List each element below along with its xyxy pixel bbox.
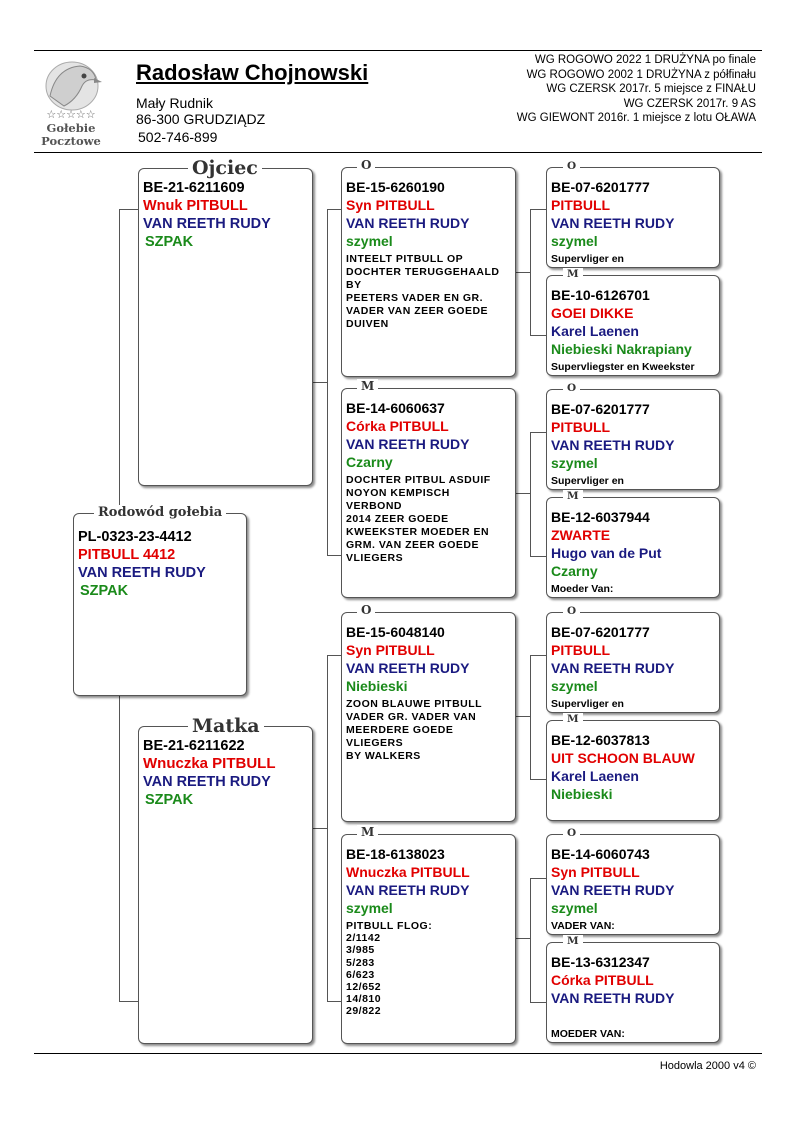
connector-line: [530, 209, 531, 335]
connector-line: [327, 655, 341, 656]
subject-color: SZPAK: [80, 583, 129, 599]
breeder-name: Radosław Chojnowski: [136, 60, 369, 85]
pigeon-color: szymel: [551, 233, 598, 249]
pigeon-name: Syn PITBULL: [346, 642, 435, 658]
subject-name: PITBULL 4412: [78, 547, 176, 563]
sex-label: M: [357, 825, 378, 839]
pigeon-name: Syn PITBULL: [551, 864, 640, 880]
award-item: WG CZERSK 2017r. 9 AS: [623, 97, 756, 110]
sex-label: O: [563, 605, 580, 617]
awards-list: [456, 53, 756, 126]
pigeon-notes: Supervliegster en Kweekster: [551, 361, 695, 373]
connector-line: [119, 696, 120, 1001]
pigeon-color: szymel: [346, 233, 393, 249]
header-top-rule: [34, 50, 762, 51]
connector-line: [327, 209, 341, 210]
award-item: WG GIEWONT 2016r. 1 miejsce z lotu OŁAWA: [516, 112, 756, 125]
pigeon-name: ZWARTE: [551, 527, 611, 543]
breeder-name: Hugo van de Put: [551, 545, 662, 561]
sex-label: O: [563, 827, 580, 839]
great-grandparent-card: [546, 612, 720, 713]
great-grandparent-card: [546, 834, 720, 935]
pigeon-color: szymel: [551, 900, 598, 916]
connector-line: [119, 209, 120, 512]
ring-number: BE-10-6126701: [551, 287, 650, 303]
ring-number: BE-14-6060743: [551, 846, 650, 862]
ring-number: BE-14-6060637: [346, 400, 445, 416]
great-grandparent-card: [546, 167, 720, 268]
connector-line: [313, 382, 327, 383]
grandparent-card: [341, 834, 516, 1044]
breeder-name: VAN REETH RUDY: [551, 437, 675, 453]
logo-text-line2: Pocztowe: [41, 134, 101, 148]
pigeon-notes: INTEELT PITBULL OP DOCHTER TERUGGEHAALD BY PEETERS VADER EN GR. VADER VAN ZEER GOEDE DUIVEN: [346, 253, 500, 330]
pigeon-color: [551, 1007, 715, 1025]
sex-label: O: [357, 158, 375, 172]
pigeon-name: UIT SCHOON BLAUW: [551, 750, 695, 766]
pigeon-notes: PITBULL FLOG: 2/1142 3/985 5/283 6/623 12/652 14/810 29/822: [346, 920, 433, 1018]
connector-line: [327, 555, 341, 556]
pigeon-notes: MOEDER VAN:: [551, 1028, 625, 1040]
pigeon-color: Niebieski: [551, 786, 613, 802]
ring-number: BE-12-6037944: [551, 509, 650, 525]
pigeon-notes: Supervliger en: [551, 475, 624, 487]
mother-title: Matka: [188, 715, 264, 737]
father-breeder: VAN REETH RUDY: [143, 216, 271, 232]
breeder-name: VAN REETH RUDY: [346, 660, 470, 676]
pigeon-name: Wnuczka PITBULL: [346, 864, 470, 880]
ring-number: BE-07-6201777: [551, 624, 650, 640]
pigeon-color: Niebieski Nakrapiany: [551, 341, 692, 357]
breeder-name: VAN REETH RUDY: [346, 436, 470, 452]
connector-line: [530, 878, 531, 1002]
mother-name: Wnuczka PITBULL: [143, 755, 276, 772]
pigeon-notes: ZOON BLAUWE PITBULL VADER GR. VADER VAN MEERDERE GOEDE VLIEGERS BY WALKERS: [346, 698, 483, 762]
pigeon-color: szymel: [346, 900, 393, 916]
ring-number: BE-07-6201777: [551, 401, 650, 417]
subject-title: Rodowód gołebia: [94, 505, 226, 520]
great-grandparent-card: [546, 389, 720, 490]
breeder-name: VAN REETH RUDY: [551, 882, 675, 898]
connector-line: [313, 828, 327, 829]
connector-line: [530, 1002, 546, 1003]
phone: 502-746-899: [138, 129, 218, 145]
footer-rule: [34, 1053, 762, 1054]
pigeon-color: Czarny: [551, 563, 598, 579]
connector-line: [530, 779, 546, 780]
father-name: Wnuk PITBULL: [143, 198, 248, 214]
connector-line: [119, 1001, 138, 1002]
pigeon-color: Czarny: [346, 454, 393, 470]
connector-line: [327, 1001, 341, 1002]
breeder-name: VAN REETH RUDY: [551, 990, 675, 1006]
connector-line: [530, 556, 546, 557]
ring-number: BE-15-6260190: [346, 179, 445, 195]
connector-line: [516, 938, 530, 939]
sex-label: M: [563, 713, 583, 725]
sex-label: O: [563, 382, 580, 394]
sex-label: M: [357, 379, 378, 393]
mother-breeder: VAN REETH RUDY: [143, 774, 271, 790]
logo: [36, 56, 106, 148]
mother-ring: BE-21-6211622: [143, 738, 245, 754]
connector-line: [119, 209, 138, 210]
pigeon-color: Niebieski: [346, 678, 408, 694]
connector-line: [516, 493, 530, 494]
sex-label: M: [563, 490, 583, 502]
pigeon-color: szymel: [551, 678, 598, 694]
pigeon-name: Syn PITBULL: [346, 197, 435, 213]
breeder-name: Karel Laenen: [551, 768, 639, 784]
connector-line: [516, 716, 530, 717]
great-grandparent-card: [546, 275, 720, 376]
great-grandparent-card: [546, 720, 720, 821]
logo-text-line1: Gołebie: [46, 121, 96, 135]
pigeon-notes: DOCHTER PITBUL ASDUIF NOYON KEMPISCH VERBOND 2014 ZEER GOEDE KWEEKSTER MOEDER EN GRM. VAN ZEER GOEDE VLIEGERS: [346, 474, 491, 564]
connector-line: [327, 655, 328, 1001]
pigeon-name: PITBULL: [551, 642, 611, 658]
connector-line: [530, 655, 546, 656]
pigeon-notes: Moeder Van:: [551, 583, 614, 595]
connector-line: [530, 209, 546, 210]
pigeon-notes: Supervliger en: [551, 698, 624, 710]
svg-text:☆☆☆☆☆: ☆☆☆☆☆: [46, 108, 96, 121]
pigeon-color: szymel: [551, 455, 598, 471]
mother-color: SZPAK: [145, 792, 194, 808]
ring-number: BE-18-6138023: [346, 846, 445, 862]
award-item: WG ROGOWO 2002 1 DRUŻYNA z półfinału: [526, 68, 756, 81]
pigeon-name: PITBULL: [551, 419, 611, 435]
sex-label: O: [357, 603, 375, 617]
subject-ring: PL-0323-23-4412: [78, 529, 192, 545]
ring-number: BE-12-6037813: [551, 732, 650, 748]
award-item: WG CZERSK 2017r. 5 miejsce z FINAŁU: [546, 83, 756, 96]
pigeon-name: GOEI DIKKE: [551, 305, 634, 321]
connector-line: [516, 272, 530, 273]
connector-line: [530, 655, 531, 779]
grandparent-card: [341, 388, 516, 598]
pigeon-notes: Supervliger en: [551, 253, 624, 265]
breeder-name: VAN REETH RUDY: [346, 882, 470, 898]
footer-text: Hodowla 2000 v4 ©: [659, 1060, 756, 1072]
grandparent-card: [341, 167, 516, 377]
sex-label: M: [563, 268, 583, 280]
ring-number: BE-13-6312347: [551, 954, 650, 970]
connector-line: [327, 209, 328, 555]
connector-line: [530, 878, 546, 879]
address-line2: 86-300 GRUDZIĄDZ: [136, 111, 266, 127]
award-item: WG ROGOWO 2022 1 DRUŻYNA po finale: [534, 54, 756, 66]
great-grandparent-card: [546, 497, 720, 598]
header-bottom-rule: [34, 152, 762, 153]
mother-card: [138, 726, 313, 1044]
address-line1: Mały Rudnik: [136, 95, 214, 111]
connector-line: [530, 335, 546, 336]
father-color: SZPAK: [145, 234, 194, 250]
father-ring: BE-21-6211609: [143, 180, 245, 196]
sex-label: O: [563, 160, 580, 172]
father-card: [138, 168, 313, 486]
breeder-name: VAN REETH RUDY: [551, 660, 675, 676]
breeder-name: VAN REETH RUDY: [346, 215, 470, 231]
pigeon-notes: VADER VAN:: [551, 920, 615, 932]
subject-breeder: VAN REETH RUDY: [78, 565, 206, 581]
grandparent-card: [341, 612, 516, 822]
father-title: Ojciec: [188, 157, 262, 179]
great-grandparent-card: [546, 942, 720, 1043]
ring-number: BE-15-6048140: [346, 624, 445, 640]
breeder-name: Karel Laenen: [551, 323, 639, 339]
pigeon-name: Córka PITBULL: [551, 972, 654, 988]
pigeon-name: Córka PITBULL: [346, 418, 449, 434]
subject-pigeon-card: [73, 513, 247, 696]
connector-line: [530, 432, 531, 556]
connector-line: [530, 432, 546, 433]
ring-number: BE-07-6201777: [551, 179, 650, 195]
pigeon-name: PITBULL: [551, 197, 611, 213]
breeder-name: VAN REETH RUDY: [551, 215, 675, 231]
sex-label: M: [563, 935, 583, 947]
